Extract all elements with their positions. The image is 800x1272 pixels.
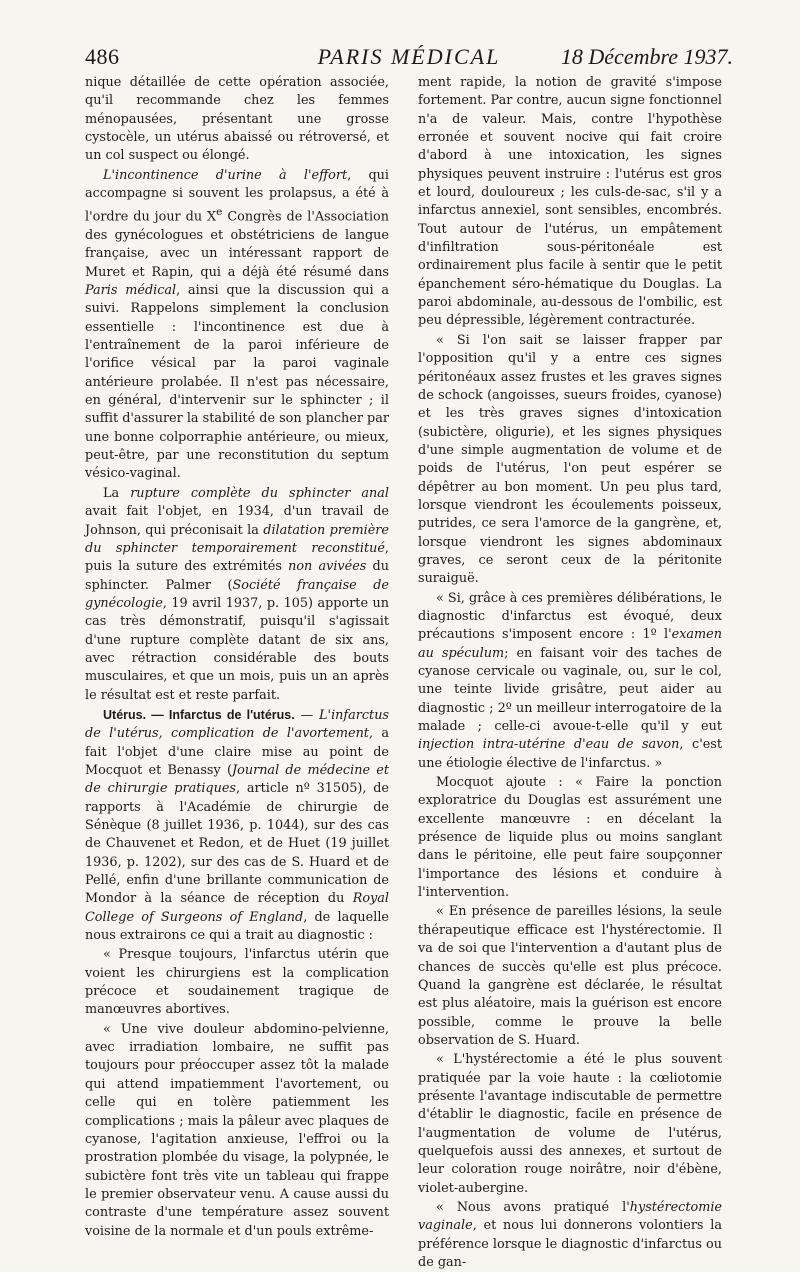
issue-date: 18 Décembre 1937. — [560, 44, 733, 69]
paragraph: « En présence de pareilles lésions, la seule thérapeutique efficace est l'hystérectomie. Il va de soi que l'intervention a d'autant plus de chances de succès qu'elle est plus précoce. Quand la gangrène est déclarée, le résultat est plus aléatoire, mais la guérison est encore possible, comme le prouve la belle observation de S. Huard. — [418, 904, 722, 1048]
paragraph: ment rapide, la notion de gravité s'impose fortement. Par contre, aucun signe fonctionnel n'a de valeur. Mais, contre l'hypothèse erronée et souvent nocive qui fait croire d'abord à une intoxication, les signes physiques peuvent instruire : l'utérus est gros et lourd, douloureux ; les culs-de-sac, s'il y a infarctus annexiel, sont sensibles, encombrés. Tout autour de l'utérus, un empâtement d'infiltration sous-péritonéale est ordinairement plus facile à sentir que le petit épanchement séro-hématique du Douglas. La paroi abdominale, au-dessous de l'ombilic, est peu dépressible, légèrement contracturée. — [418, 75, 722, 329]
paragraph: « Si, grâce à ces premières délibérations, le diagnostic d'infarctus est évoqué, deux précautions s'imposent encore : 1º l'examen au spéculum; en faisant voir des taches de cyanose cervicale ou vaginale, ou, sur le col, une teinte livide grisâtre, peut aider au diagnostic ; 2º un meilleur interrogatoire de la malade ; celle-ci avoue-t-elle qu'il y eut injection intra-utérine d'eau de savon, c'est une étiologie élective de l'infarctus. » — [418, 590, 722, 771]
journal-name: Paris médical — [85, 283, 177, 299]
paragraph: nique détaillée de cette opération associée, qu'il recommande chez les femmes ménopausées, présentant une grosse cystocèle, un utérus abaissé ou rétroversé, et un col suspect ou élongé. — [85, 75, 389, 164]
paragraph: « Presque toujours, l'infarctus utérin que voient les chirurgiens est la complication précoce et soudainement tragique de manœuvres abortives. — [85, 947, 389, 1018]
paragraph: « Si l'on sait se laisser frapper par l'opposition qu'il y a entre ces signes péritonéaux assez frustes et les graves signes de schock (angoisses, sueurs froides, cyanose) et les très graves signes d'intoxication (subictère, oligurie), et les signes physiques d'une simple augmentation de volume et de poids de l'utérus, l'on peut espérer se dépêtrer au bon moment. Un peu plus tard, lorsque viendront les écoulements poisseux, putrides, ce sera l'amorce de la gangrène, et, lorsque viendront les signes abdominaux graves, ce seront ceux de la péritonite suraiguë. — [418, 332, 722, 587]
page-number: 486 — [85, 44, 120, 69]
paragraph: « Nous avons pratiqué l'hystérectomie vaginale, et nous lui donnerons volontiers la préférence lorsque le diagnostic d'infarctus ou de gan- — [418, 1199, 722, 1270]
italic-term: L'incontinence d'urine à l'effort — [103, 167, 348, 183]
paragraph: Mocquot ajoute : « Faire la ponction exploratrice du Douglas est assurément une excellente manœuvre : en décelant la présence de liquide plus ou moins sanglant dans le péritoine, elle peut faire soupçonner l'importance des lésions et conduire à l'intervention. — [418, 775, 722, 901]
paragraph: « L'hystérectomie a été le plus souvent pratiquée par la voie haute : la cœliotomie présente l'avantage indiscutable de permettre d'établir le diagnostic, facile en présence de l'augmentation de volume de l'utérus, quelquefois aussi des annexes, et surtout de leur coloration rouge noirâtre, noir d'ébène, violet-aubergine. — [418, 1052, 722, 1196]
left-column — [85, 74, 389, 1241]
paragraph: « Une vive douleur abdomino-pelvienne, avec irradiation lombaire, ne suffit pas toujours pour préoccuper assez tôt la malade qui attend impatiemment l'avortement, ou celle qui en tolère patiemment les complications ; mais la pâleur avec plaques de cyanose, l'agitation anxieuse, l'effroi ou la prostration plombée du visage, la polypnée, le subictère font très vite un tableau qui frappe le premier observateur venu. A cause aussi du contraste d'une température assez souvent voisine de la normale et d'un pouls extrême- — [85, 1021, 389, 1239]
paragraph: La rupture complète du sphincter anal avait fait l'objet, en 1934, d'un travail de Johnson, qui préconisait la dilatation première du sphincter temporairement reconstitué, puis la suture des extrémités non avivées du sphincter. Palmer (Société française de gynécologie, 19 avril 1937, p. 105) apporte un cas très démonstratif, puisqu'il s'agissait d'une rupture complète datant de six ans, avec rétraction considérable des bouts musculaires, et que un mois, puis un an après le résultat est et reste parfait. — [85, 485, 389, 703]
section-heading: Utérus. — Infarctus de l'utérus. — [103, 707, 295, 722]
right-column — [418, 74, 722, 1272]
page-header — [85, 40, 733, 74]
journal-title: PARIS MÉDICAL — [317, 44, 501, 69]
paragraph: L'incontinence d'urine à l'effort, qui accompagne si souvent les prolapsus, a été à l'ordre du jour du Xe Congrès de l'Association des gynécologues et obstétriciens de langue française, avec un intéressant rapport de Muret et Rapin, qui a déjà été résumé dans Paris médical, ainsi que la discussion qui a suivi. Rappelons simplement la conclusion essentielle : l'incontinence est due à l'entraînement de la paroi inférieure de l'orifice vésical par la paroi vaginale antérieure prolabée. Il n'est pas nécessaire, en général, d'intervenir sur le sphincter ; il suffit d'assurer la stabilité de son plancher par une bonne colporraphie antérieure, ou mieux, peut-être, par une reconstitution du septum vésico-vaginal. — [85, 167, 389, 482]
paragraph: Utérus. — Infarctus de l'utérus. — L'infarctus de l'utérus, complication de l'avortement, a fait l'objet d'une claire mise au point de Mocquot et Benassy (Journal de médecine et de chirurgie pratiques, article nº 31505), de rapports à l'Académie de chirurgie de Sénèque (8 juillet 1936, p. 1044), sur des cas de Chauvenet et Redon, et de Huet (19 juillet 1936, p. 1202), sur des cas de S. Huard et de Pellé, enfin d'une brillante communication de Mondor à la séance de réception du Royal College of Surgeons of England, de laquelle nous extrairons ce qui a trait au diagnostic : — [85, 707, 390, 944]
